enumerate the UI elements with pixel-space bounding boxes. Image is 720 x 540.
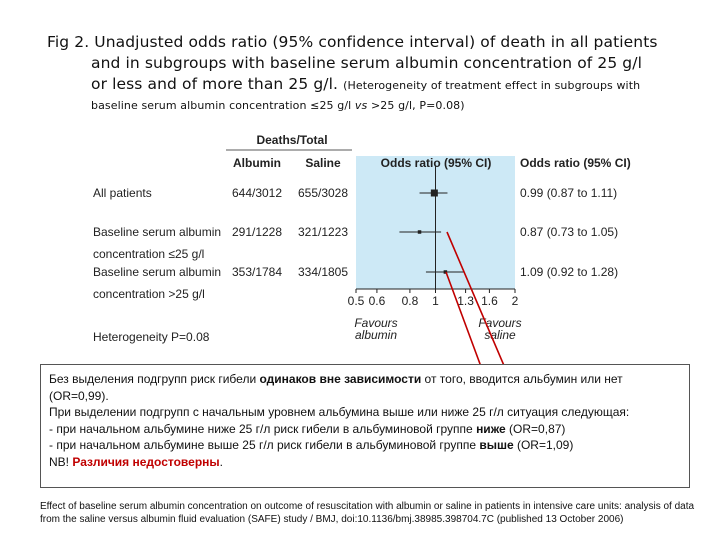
- commentary-p1: [49, 371, 681, 404]
- x-tick-label: 0.6: [368, 294, 386, 308]
- title-line-2: and in subgroups with baseline serum albumin concentration of 25 g/l: [91, 54, 642, 72]
- favours-albumin-label: albumin: [354, 328, 398, 342]
- commentary-p4-b: выше: [479, 438, 514, 452]
- commentary-p5: [49, 454, 681, 471]
- row-label: concentration >25 g/l: [93, 287, 205, 301]
- saline-deaths: 655/3028: [297, 186, 349, 200]
- commentary-p5-b: Различия недостоверны: [72, 454, 220, 469]
- favours-albumin-label: Favours: [354, 316, 398, 330]
- row-label: Baseline serum albumin: [93, 265, 222, 279]
- commentary-p4-c: (OR=1,09): [513, 438, 574, 452]
- commentary-p3-b: ниже: [476, 421, 506, 436]
- favours-saline-label: saline: [484, 328, 516, 342]
- or-marker: [431, 190, 438, 197]
- or-value-text: 0.99 (0.87 to 1.11): [520, 186, 618, 200]
- commentary-p3-a: - при начальном альбумине ниже 25 г/л риск гибели в альбуминовой группе: [49, 421, 477, 436]
- title-line-1: Fig 2. Unadjusted odds ratio (95% confidence interval) of death in all patients: [47, 33, 658, 51]
- commentary-p5-a: NB!: [49, 454, 73, 469]
- row-label: concentration ≤25 g/l: [93, 247, 205, 261]
- commentary-box: [40, 364, 690, 488]
- header-or-plot: Odds ratio (95% CI): [380, 156, 492, 170]
- row-label: All patients: [93, 186, 152, 200]
- heterogeneity-note-a: (Heterogeneity of treatment effect in subgroups with: [343, 79, 641, 92]
- row-label: Baseline serum albumin: [93, 225, 222, 239]
- header-or-text: Odds ratio (95% CI): [520, 156, 631, 170]
- header-deaths-total: Deaths/Total: [256, 133, 328, 147]
- x-tick-label: 1.3: [457, 294, 474, 308]
- header-saline: Saline: [305, 156, 341, 170]
- x-tick-label: 1.6: [481, 294, 498, 308]
- commentary-p1-c: от того, вводится альбумин или нет (OR=0,99).: [49, 372, 623, 403]
- albumin-deaths: 353/1784: [231, 265, 283, 279]
- x-tick-label: 1: [432, 294, 439, 308]
- commentary-p1-b: одинаков вне зависимости: [259, 372, 422, 386]
- commentary-p4-a: - при начальном альбумине выше 25 г/л риск гибели в альбуминовой группе: [49, 438, 480, 452]
- saline-deaths: 334/1805: [297, 265, 349, 279]
- albumin-deaths: 644/3012: [231, 186, 283, 200]
- commentary-p5-c: .: [219, 454, 223, 469]
- heterogeneity-note-vs: vs: [354, 99, 368, 112]
- commentary-p3: [49, 421, 681, 438]
- commentary-p3-c: (OR=0,87): [505, 421, 566, 436]
- albumin-deaths: 291/1228: [231, 225, 283, 239]
- favours-saline-label: Favours: [478, 316, 522, 330]
- heterogeneity-note-c: >25 g/l, P=0.08): [370, 99, 465, 112]
- heterogeneity-note-b: baseline serum albumin concentration ≤25 g/l: [91, 99, 352, 112]
- figure-caption: Effect of baseline serum albumin concentration on outcome of resuscitation with albumin or saline in patients in intensive care units: analysis of data from the saline versus albumin fluid evaluation (SAFE) study / BMJ, doi:10.1136/bmj.38985.398704.7C (published 13 October 2006): [40, 501, 695, 525]
- commentary-p2: При выделении подгрупп с начальным уровнем альбумина выше или ниже 25 г/л ситуация следующая:: [49, 405, 630, 419]
- or-value-text: 0.87 (0.73 to 1.05): [520, 225, 619, 239]
- or-value-text: 1.09 (0.92 to 1.28): [520, 265, 619, 279]
- x-tick-label: 2: [511, 294, 519, 308]
- title-line-3-text: or less and of more than 25 g/l.: [91, 75, 339, 93]
- commentary-p1-a: Без выделения подгрупп риск гибели: [49, 372, 260, 386]
- commentary-p4: [49, 437, 681, 454]
- x-tick-label: 0.5: [347, 294, 365, 308]
- x-tick-label: 0.8: [401, 294, 419, 308]
- or-marker: [418, 230, 422, 234]
- header-albumin: Albumin: [233, 156, 281, 170]
- saline-deaths: 321/1223: [297, 225, 349, 239]
- heterogeneity-label: Heterogeneity P=0.08: [93, 330, 210, 344]
